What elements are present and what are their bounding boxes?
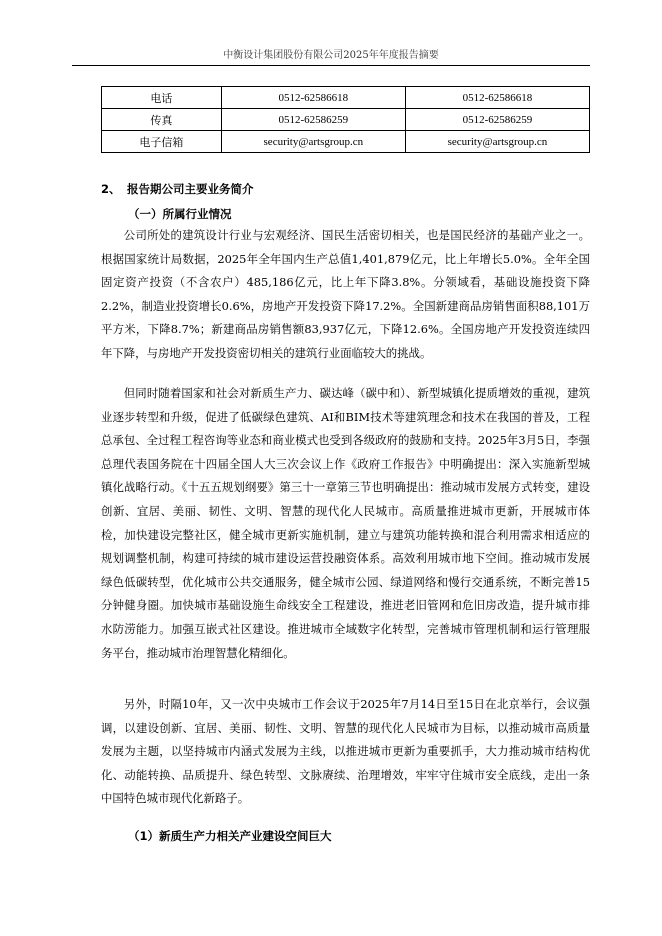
email-value-2: security@artsgroup.cn <box>405 131 589 153</box>
paragraph-urban-conference: 另外，时隔10年，又一次中央城市工作会议于2025年7月14日至15日在北京举行，会议强调，以建设创新、宜居、美丽、韧性、文明、智慧的现代化人民城市为目标，以推动城市高质量发展为主题，以坚持城市内涵式发展为主线，以推进城市更新为重要抓手，大力推动城市结构优化、动能转换、品质提升、绿色转型、文脉赓续、治理增效，牢牢守住城市安全底线，走出一条中国特色城市现代化新路子。 <box>101 697 590 806</box>
table-row <box>102 109 590 131</box>
page-header: 中衡设计集团股份有限公司2025年年度报告摘要 <box>72 46 590 66</box>
section-title: 报告期公司主要业务简介 <box>127 182 254 196</box>
table-row <box>102 131 590 153</box>
fax-label: 传真 <box>102 109 222 131</box>
email-label: 电子信箱 <box>102 131 222 153</box>
phone-label: 电话 <box>102 87 222 109</box>
subsection-heading: （一）所属行业情况 <box>128 207 232 221</box>
section-number: 2、 <box>101 182 121 196</box>
section-heading <box>101 181 254 197</box>
subsubsection-heading: （1）新质生产力相关产业建设空间巨大 <box>128 829 332 843</box>
phone-value-2: 0512-62586618 <box>405 87 589 109</box>
contact-table <box>101 86 590 153</box>
fax-value-2: 0512-62586259 <box>405 109 589 131</box>
table-row <box>102 87 590 109</box>
phone-value-1: 0512-62586618 <box>221 87 405 109</box>
paragraph-policy: 但同时随着国家和社会对新质生产力、碳达峰（碳中和）、新型城镇化提质增效的重视，建筑业逐步转型和升级，促进了低碳绿色建筑、AI和BIM技术等建筑理念和技术在我国的普及，工程总承包、全过程工程咨询等业态和商业模式也受到各级政府的鼓励和支持。2025年3月5日，李强总理代表国务院在十四届全国人大三次会议上作《政府工作报告》中明确提出：深入实施新型城镇化战略行动。《十五五规划纲要》第三十一章第三节也明确提出：推动城市发展方式转变，建设创新、宜居、美丽、韧性、文明、智慧的现代化人民城市。高质量推进城市更新，开展城市体检，加快建设完整社区，健全城市更新实施机制，建立与建筑功能转换和混合利用需求相适应的规划调整机制，构建可持续的城市建设运营投融资体系。高效利用城市地下空间。推动城市发展绿色低碳转型，优化城市公共交通服务，健全城市公园、绿道网络和慢行交通系统，不断完善15分钟健身圈。加快城市基础设施生命线安全工程建设，推进老旧管网和危旧房改造，提升城市排水防涝能力。加强互嵌式社区建设。推进城市全域数字化转型，完善城市管理机制和运行管理服务平台，推动城市治理智慧化精细化。 <box>101 386 590 660</box>
paragraph-industry-overview: 公司所处的建筑设计行业与宏观经济、国民生活密切相关，也是国民经济的基础产业之一。根据国家统计局数据，2025年全年国内生产总值1,401,879亿元，比上年增长5.0%。全年全国固定资产投资（不含农户）485,186亿元，比上年下降3.8%。分领域看，基础设施投资下降2.2%，制造业投资增长0.6%，房地产开发投资下降17.2%。全国新建商品房销售面积88,101万平方米，下降8.7%；新建商品房销售额83,937亿元，下降12.6%。全国房地产开发投资连续四年下降，与房地产开发投资密切相关的建筑行业面临较大的挑战。 <box>101 228 590 360</box>
fax-value-1: 0512-62586259 <box>221 109 405 131</box>
email-value-1: security@artsgroup.cn <box>221 131 405 153</box>
